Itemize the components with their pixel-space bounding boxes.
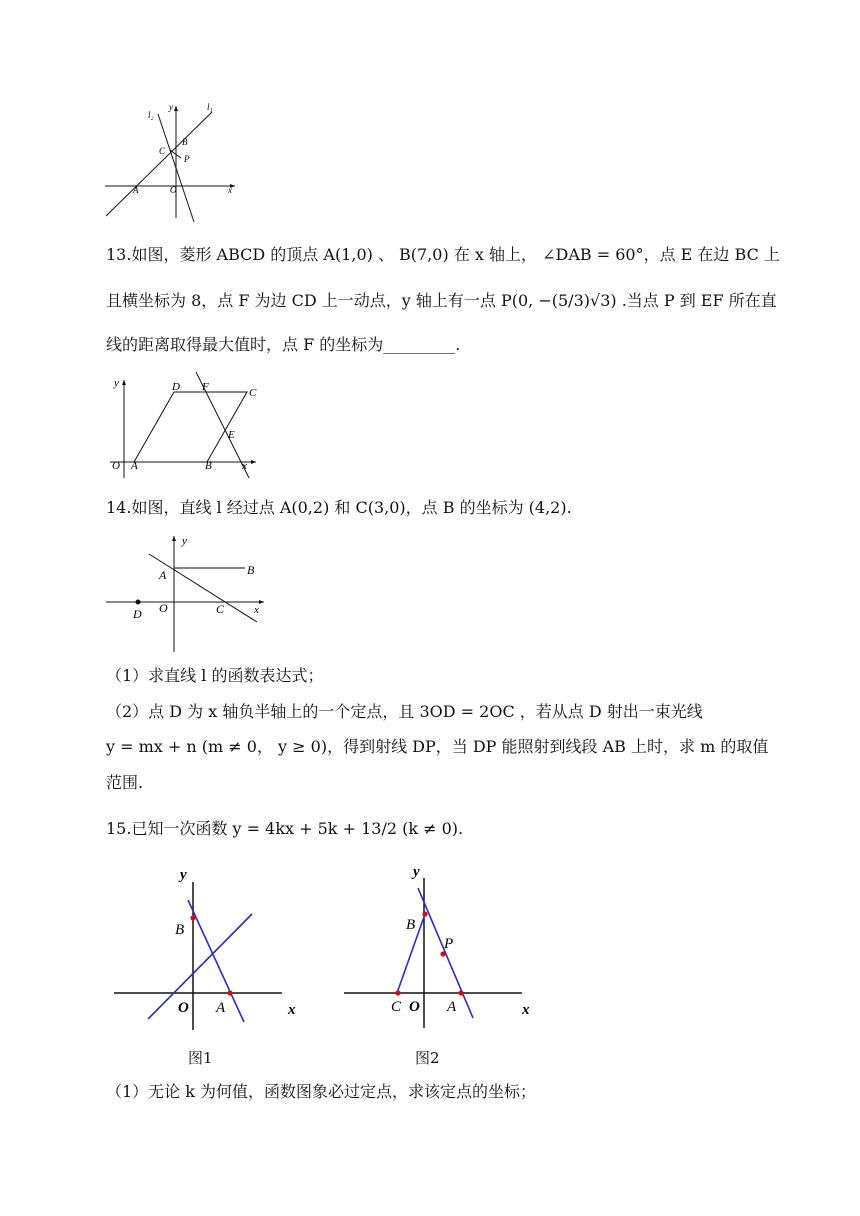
label-C: C: [391, 999, 402, 1015]
label-A: A: [133, 185, 139, 195]
label-y: y: [180, 867, 187, 883]
q15-text-line1: 15.已知一次函数 y = 4kx + 5k + 13/2 (k ≠ 0).: [106, 819, 464, 838]
label-y: y: [182, 535, 187, 547]
label-O: O: [178, 1000, 189, 1016]
figure-1: [112, 862, 312, 1032]
label-B: B: [406, 917, 416, 933]
label-D: D: [172, 381, 180, 393]
label-B: B: [247, 563, 255, 577]
label-x: x: [288, 1002, 296, 1018]
figure-2: [340, 858, 540, 1032]
label-x: x: [522, 1002, 530, 1018]
label-x: x: [228, 185, 232, 195]
label-l2: l₂: [148, 110, 154, 120]
label-A: A: [131, 460, 138, 472]
label-A: A: [216, 1000, 226, 1016]
label-P: P: [184, 154, 190, 164]
q15-part1: （1）无论 k 为何值，函数图象必过定点，求该定点的坐标；: [106, 1082, 537, 1101]
label-B: B: [205, 460, 212, 472]
figure-lines-l1-l2: [100, 98, 245, 223]
figure-line-l: [104, 530, 269, 655]
label-D: D: [133, 607, 142, 621]
label-x: x: [254, 604, 259, 616]
label-A: A: [159, 568, 167, 582]
figure-2-caption: 图2: [415, 1049, 440, 1067]
label-O: O: [112, 460, 120, 472]
label-P: P: [444, 936, 454, 952]
label-y: y: [169, 102, 173, 112]
label-y: y: [114, 377, 119, 389]
label-B: B: [175, 922, 185, 938]
label-O: O: [159, 601, 168, 615]
label-B: B: [182, 137, 188, 147]
q14-part2-line1: （2）点 D 为 x 轴负半轴上的一个定点，且 3OD = 2OC ，若从点 D 射出一束光线: [106, 702, 703, 721]
label-F: F: [202, 381, 209, 393]
label-C: C: [249, 387, 257, 399]
label-x: x: [242, 460, 247, 472]
q13-text-line2: 且横坐标为 8，点 F 为边 CD 上一动点，y 轴上有一点 P(0, −(5/3)√3) .当点 P 到 EF 所在直: [106, 291, 777, 310]
label-l1: l₁: [207, 102, 213, 112]
q14-part2-line3: 范围.: [106, 773, 144, 792]
figure-1-caption: 图1: [188, 1049, 213, 1067]
label-y: y: [413, 864, 420, 880]
q13-text-line3: 线的距离取得最大值时，点 F 的坐标为_________.: [106, 335, 461, 354]
label-E: E: [228, 429, 235, 441]
q14-text-line1: 14.如图，直线 l 经过点 A(0,2) 和 C(3,0)，点 B 的坐标为 (4,2).: [106, 498, 572, 517]
label-O: O: [409, 999, 420, 1015]
q13-text-line1: 13.如图，菱形 ABCD 的顶点 A(1,0) 、 B(7,0) 在 x 轴上， ∠DAB = 60°，点 E 在边 BC 上: [106, 245, 780, 264]
q14-part1: （1）求直线 l 的函数表达式；: [106, 666, 324, 685]
label-C: C: [216, 602, 225, 616]
figure-rhombus-abcd: [104, 368, 264, 480]
label-A: A: [447, 999, 457, 1015]
label-C: C: [159, 146, 166, 156]
q14-part2-line2: y = mx + n (m ≠ 0， y ≥ 0)，得到射线 DP，当 DP 能照射到线段 AB 上时，求 m 的取值: [106, 737, 769, 756]
label-O: O: [170, 185, 177, 195]
